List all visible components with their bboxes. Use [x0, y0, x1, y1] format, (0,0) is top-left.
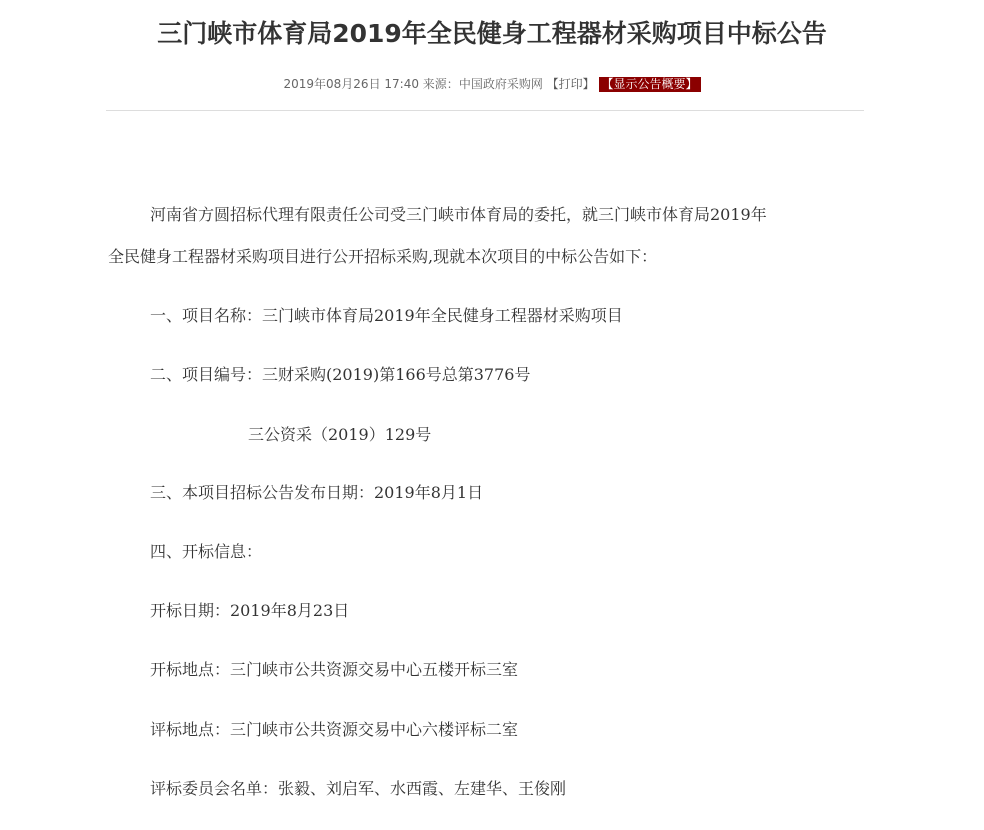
intro-paragraph-line-2: 全民健身工程器材采购项目进行公开招标采购,现就本次项目的中标公告如下： [108, 247, 658, 266]
title-divider [106, 110, 864, 111]
show-summary-button[interactable]: 【显示公告概要】 [599, 77, 701, 92]
page-title: 三门峡市体育局2019年全民健身工程器材采购项目中标公告 [157, 19, 827, 48]
announcement-publish-date: 三、本项目招标公告发布日期：2019年8月1日 [150, 483, 484, 502]
evaluation-location: 评标地点：三门峡市公共资源交易中心六楼评标二室 [150, 720, 519, 739]
bid-opening-location: 开标地点：三门峡市公共资源交易中心五楼开标三室 [150, 660, 519, 679]
project-name: 一、项目名称：三门峡市体育局2019年全民健身工程器材采购项目 [150, 306, 623, 325]
source-name: 中国政府采购网 [458, 77, 543, 91]
bid-opening-date: 开标日期：2019年8月23日 [150, 601, 350, 620]
project-number: 二、项目编号：三财采购(2019)第166号总第3776号 [150, 365, 531, 384]
project-number-secondary: 三公资采（2019）129号 [248, 425, 432, 444]
source-label: 来源： [422, 77, 459, 91]
evaluation-committee: 评标委员会名单：张毅、刘启军、水西霞、左建华、王俊刚 [150, 779, 567, 798]
bid-opening-info-heading: 四、开标信息： [150, 542, 263, 561]
intro-paragraph-line-1: 河南省方圆招标代理有限责任公司受三门峡市体育局的委托，就三门峡市体育局2019年 [150, 205, 767, 224]
article-meta [0, 74, 984, 94]
publish-datetime: 2019年08月26日 17:40 [283, 77, 419, 91]
print-link[interactable]: 【打印】 [546, 77, 595, 91]
